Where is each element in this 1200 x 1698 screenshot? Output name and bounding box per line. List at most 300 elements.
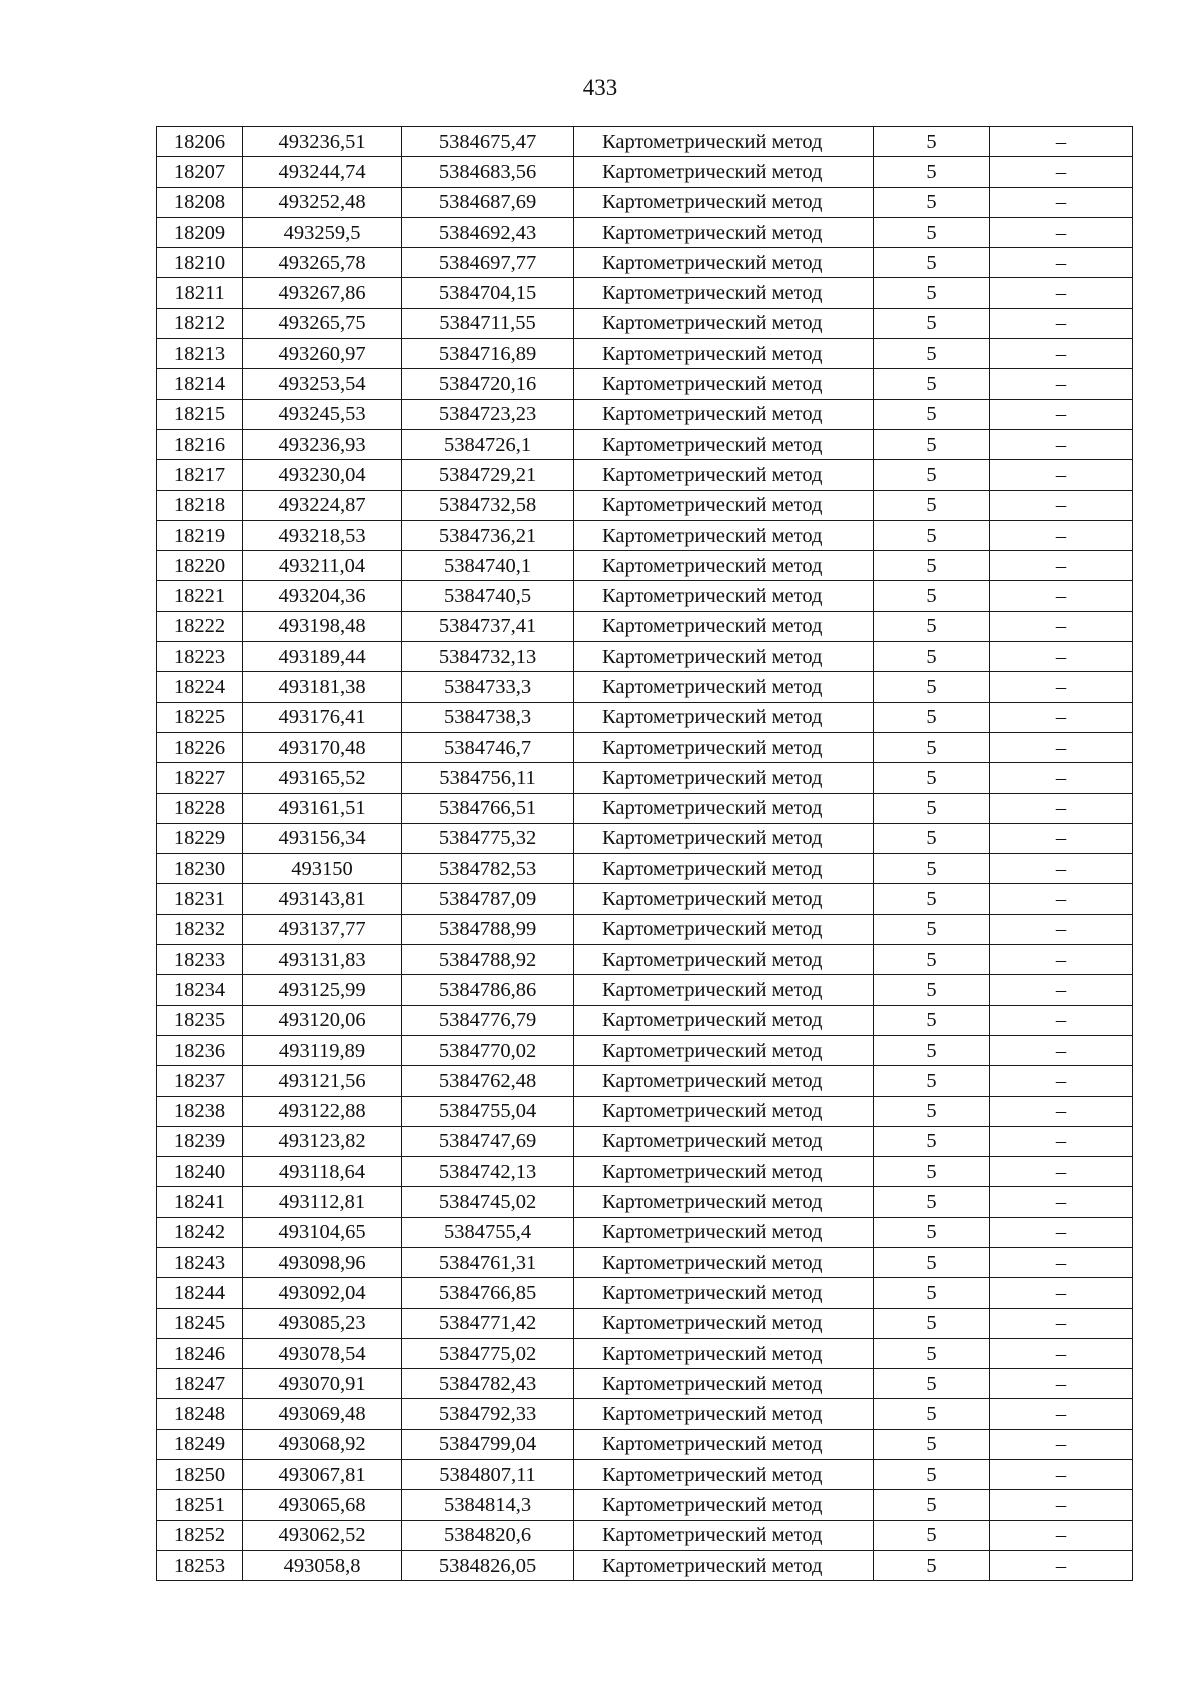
table-row (157, 187, 1133, 217)
accuracy-cell: 5 (874, 308, 990, 338)
x-coordinate-cell: 493218,53 (243, 520, 402, 550)
page-number: 433 (582, 75, 618, 100)
x-coordinate-cell: 493058,8 (243, 1550, 402, 1580)
accuracy-cell: 5 (874, 1399, 990, 1429)
method-cell: Картометрический метод (574, 975, 874, 1005)
method-cell: Картометрический метод (574, 1096, 874, 1126)
method-cell: Картометрический метод (574, 1460, 874, 1490)
accuracy-cell: 5 (874, 339, 990, 369)
y-coordinate-cell: 5384761,31 (402, 1247, 574, 1277)
note-cell: – (990, 127, 1133, 157)
table-row (157, 975, 1133, 1005)
accuracy-cell: 5 (874, 187, 990, 217)
point-number-cell: 18231 (157, 884, 243, 914)
y-coordinate-cell: 5384675,47 (402, 127, 574, 157)
table-row (157, 1550, 1133, 1580)
y-coordinate-cell: 5384766,85 (402, 1278, 574, 1308)
y-coordinate-cell: 5384770,02 (402, 1035, 574, 1065)
method-cell: Картометрический метод (574, 1308, 874, 1338)
point-number-cell: 18229 (157, 823, 243, 853)
point-number-cell: 18234 (157, 975, 243, 1005)
point-number-cell: 18235 (157, 1005, 243, 1035)
note-cell: – (990, 1096, 1133, 1126)
note-cell: – (990, 308, 1133, 338)
table-row (157, 793, 1133, 823)
point-number-cell: 18236 (157, 1035, 243, 1065)
accuracy-cell: 5 (874, 1338, 990, 1368)
method-cell: Картометрический метод (574, 278, 874, 308)
table-row (157, 672, 1133, 702)
x-coordinate-cell: 493112,81 (243, 1187, 402, 1217)
accuracy-cell: 5 (874, 551, 990, 581)
method-cell: Картометрический метод (574, 702, 874, 732)
table-row (157, 1157, 1133, 1187)
accuracy-cell: 5 (874, 975, 990, 1005)
accuracy-cell: 5 (874, 1005, 990, 1035)
x-coordinate-cell: 493119,89 (243, 1035, 402, 1065)
note-cell: – (990, 702, 1133, 732)
table-row (157, 248, 1133, 278)
accuracy-cell: 5 (874, 1369, 990, 1399)
y-coordinate-cell: 5384762,48 (402, 1066, 574, 1096)
method-cell: Картометрический метод (574, 1035, 874, 1065)
y-coordinate-cell: 5384788,92 (402, 945, 574, 975)
method-cell: Картометрический метод (574, 1429, 874, 1459)
method-cell: Картометрический метод (574, 1157, 874, 1187)
method-cell: Картометрический метод (574, 914, 874, 944)
method-cell: Картометрический метод (574, 1490, 874, 1520)
accuracy-cell: 5 (874, 429, 990, 459)
x-coordinate-cell: 493131,83 (243, 945, 402, 975)
method-cell: Картометрический метод (574, 217, 874, 247)
table-row (157, 1338, 1133, 1368)
note-cell: – (990, 763, 1133, 793)
y-coordinate-cell: 5384756,11 (402, 763, 574, 793)
x-coordinate-cell: 493236,93 (243, 429, 402, 459)
method-cell: Картометрический метод (574, 884, 874, 914)
method-cell: Картометрический метод (574, 1187, 874, 1217)
x-coordinate-cell: 493267,86 (243, 278, 402, 308)
x-coordinate-cell: 493181,38 (243, 672, 402, 702)
accuracy-cell: 5 (874, 1157, 990, 1187)
y-coordinate-cell: 5384771,42 (402, 1308, 574, 1338)
table-row (157, 1460, 1133, 1490)
accuracy-cell: 5 (874, 823, 990, 853)
x-coordinate-cell: 493121,56 (243, 1066, 402, 1096)
accuracy-cell: 5 (874, 1066, 990, 1096)
x-coordinate-cell: 493236,51 (243, 127, 402, 157)
note-cell: – (990, 1460, 1133, 1490)
point-number-cell: 18208 (157, 187, 243, 217)
point-number-cell: 18238 (157, 1096, 243, 1126)
x-coordinate-cell: 493252,48 (243, 187, 402, 217)
x-coordinate-cell: 493125,99 (243, 975, 402, 1005)
accuracy-cell: 5 (874, 611, 990, 641)
accuracy-cell: 5 (874, 1187, 990, 1217)
note-cell: – (990, 1187, 1133, 1217)
accuracy-cell: 5 (874, 1429, 990, 1459)
x-coordinate-cell: 493245,53 (243, 399, 402, 429)
note-cell: – (990, 945, 1133, 975)
accuracy-cell: 5 (874, 914, 990, 944)
table-row (157, 460, 1133, 490)
point-number-cell: 18214 (157, 369, 243, 399)
table-row (157, 339, 1133, 369)
x-coordinate-cell: 493189,44 (243, 642, 402, 672)
method-cell: Картометрический метод (574, 642, 874, 672)
x-coordinate-cell: 493265,78 (243, 248, 402, 278)
method-cell: Картометрический метод (574, 732, 874, 762)
accuracy-cell: 5 (874, 702, 990, 732)
note-cell: – (990, 975, 1133, 1005)
y-coordinate-cell: 5384786,86 (402, 975, 574, 1005)
note-cell: – (990, 1157, 1133, 1187)
method-cell: Картометрический метод (574, 551, 874, 581)
note-cell: – (990, 1308, 1133, 1338)
table-row (157, 399, 1133, 429)
point-number-cell: 18243 (157, 1247, 243, 1277)
accuracy-cell: 5 (874, 1217, 990, 1247)
table-row (157, 914, 1133, 944)
x-coordinate-cell: 493137,77 (243, 914, 402, 944)
method-cell: Картометрический метод (574, 1005, 874, 1035)
accuracy-cell: 5 (874, 581, 990, 611)
y-coordinate-cell: 5384716,89 (402, 339, 574, 369)
table-row (157, 884, 1133, 914)
point-number-cell: 18226 (157, 732, 243, 762)
note-cell: – (990, 369, 1133, 399)
point-number-cell: 18207 (157, 157, 243, 187)
note-cell: – (990, 1399, 1133, 1429)
table-row (157, 520, 1133, 550)
note-cell: – (990, 611, 1133, 641)
x-coordinate-cell: 493244,74 (243, 157, 402, 187)
note-cell: – (990, 460, 1133, 490)
accuracy-cell: 5 (874, 1550, 990, 1580)
method-cell: Картометрический метод (574, 1126, 874, 1156)
table-row (157, 1217, 1133, 1247)
note-cell: – (990, 248, 1133, 278)
point-number-cell: 18232 (157, 914, 243, 944)
point-number-cell: 18253 (157, 1550, 243, 1580)
table-row (157, 1096, 1133, 1126)
x-coordinate-cell: 493253,54 (243, 369, 402, 399)
y-coordinate-cell: 5384697,77 (402, 248, 574, 278)
x-coordinate-cell: 493120,06 (243, 1005, 402, 1035)
note-cell: – (990, 520, 1133, 550)
x-coordinate-cell: 493156,34 (243, 823, 402, 853)
x-coordinate-cell: 493161,51 (243, 793, 402, 823)
point-number-cell: 18212 (157, 308, 243, 338)
note-cell: – (990, 1247, 1133, 1277)
y-coordinate-cell: 5384747,69 (402, 1126, 574, 1156)
note-cell: – (990, 278, 1133, 308)
table-row (157, 611, 1133, 641)
point-number-cell: 18246 (157, 1338, 243, 1368)
table-row (157, 581, 1133, 611)
x-coordinate-cell: 493165,52 (243, 763, 402, 793)
accuracy-cell: 5 (874, 793, 990, 823)
note-cell: – (990, 793, 1133, 823)
point-number-cell: 18221 (157, 581, 243, 611)
point-number-cell: 18251 (157, 1490, 243, 1520)
x-coordinate-cell: 493143,81 (243, 884, 402, 914)
y-coordinate-cell: 5384782,53 (402, 854, 574, 884)
point-number-cell: 18239 (157, 1126, 243, 1156)
table-row (157, 1490, 1133, 1520)
x-coordinate-cell: 493098,96 (243, 1247, 402, 1277)
accuracy-cell: 5 (874, 732, 990, 762)
method-cell: Картометрический метод (574, 369, 874, 399)
table-row (157, 551, 1133, 581)
table-row (157, 1035, 1133, 1065)
note-cell: – (990, 217, 1133, 247)
y-coordinate-cell: 5384732,13 (402, 642, 574, 672)
note-cell: – (990, 429, 1133, 459)
x-coordinate-cell: 493176,41 (243, 702, 402, 732)
point-number-cell: 18247 (157, 1369, 243, 1399)
method-cell: Картометрический метод (574, 1217, 874, 1247)
table-row (157, 1308, 1133, 1338)
method-cell: Картометрический метод (574, 127, 874, 157)
point-number-cell: 18249 (157, 1429, 243, 1459)
method-cell: Картометрический метод (574, 823, 874, 853)
y-coordinate-cell: 5384726,1 (402, 429, 574, 459)
y-coordinate-cell: 5384720,16 (402, 369, 574, 399)
table-row (157, 217, 1133, 247)
point-number-cell: 18224 (157, 672, 243, 702)
method-cell: Картометрический метод (574, 339, 874, 369)
method-cell: Картометрический метод (574, 793, 874, 823)
y-coordinate-cell: 5384746,7 (402, 732, 574, 762)
point-number-cell: 18213 (157, 339, 243, 369)
note-cell: – (990, 1338, 1133, 1368)
x-coordinate-cell: 493198,48 (243, 611, 402, 641)
method-cell: Картометрический метод (574, 248, 874, 278)
accuracy-cell: 5 (874, 127, 990, 157)
note-cell: – (990, 672, 1133, 702)
accuracy-cell: 5 (874, 490, 990, 520)
x-coordinate-cell: 493104,65 (243, 1217, 402, 1247)
point-number-cell: 18220 (157, 551, 243, 581)
note-cell: – (990, 1550, 1133, 1580)
table-row (157, 127, 1133, 157)
accuracy-cell: 5 (874, 217, 990, 247)
accuracy-cell: 5 (874, 1035, 990, 1065)
x-coordinate-cell: 493204,36 (243, 581, 402, 611)
x-coordinate-cell: 493065,68 (243, 1490, 402, 1520)
y-coordinate-cell: 5384788,99 (402, 914, 574, 944)
note-cell: – (990, 732, 1133, 762)
y-coordinate-cell: 5384775,02 (402, 1338, 574, 1368)
note-cell: – (990, 1126, 1133, 1156)
table-row (157, 308, 1133, 338)
x-coordinate-cell: 493211,04 (243, 551, 402, 581)
coordinates-table-body (157, 127, 1133, 1581)
method-cell: Картометрический метод (574, 399, 874, 429)
method-cell: Картометрический метод (574, 429, 874, 459)
point-number-cell: 18240 (157, 1157, 243, 1187)
note-cell: – (990, 1217, 1133, 1247)
y-coordinate-cell: 5384792,33 (402, 1399, 574, 1429)
accuracy-cell: 5 (874, 399, 990, 429)
accuracy-cell: 5 (874, 1490, 990, 1520)
x-coordinate-cell: 493085,23 (243, 1308, 402, 1338)
method-cell: Картометрический метод (574, 308, 874, 338)
accuracy-cell: 5 (874, 1278, 990, 1308)
accuracy-cell: 5 (874, 1247, 990, 1277)
y-coordinate-cell: 5384692,43 (402, 217, 574, 247)
point-number-cell: 18237 (157, 1066, 243, 1096)
x-coordinate-cell: 493259,5 (243, 217, 402, 247)
table-row (157, 1278, 1133, 1308)
point-number-cell: 18218 (157, 490, 243, 520)
method-cell: Картометрический метод (574, 581, 874, 611)
accuracy-cell: 5 (874, 520, 990, 550)
note-cell: – (990, 490, 1133, 520)
y-coordinate-cell: 5384732,58 (402, 490, 574, 520)
x-coordinate-cell: 493078,54 (243, 1338, 402, 1368)
accuracy-cell: 5 (874, 642, 990, 672)
x-coordinate-cell: 493068,92 (243, 1429, 402, 1459)
x-coordinate-cell: 493260,97 (243, 339, 402, 369)
method-cell: Картометрический метод (574, 490, 874, 520)
point-number-cell: 18227 (157, 763, 243, 793)
table-row (157, 369, 1133, 399)
y-coordinate-cell: 5384738,3 (402, 702, 574, 732)
y-coordinate-cell: 5384736,21 (402, 520, 574, 550)
accuracy-cell: 5 (874, 460, 990, 490)
point-number-cell: 18245 (157, 1308, 243, 1338)
table-row (157, 1399, 1133, 1429)
method-cell: Картометрический метод (574, 611, 874, 641)
y-coordinate-cell: 5384766,51 (402, 793, 574, 823)
x-coordinate-cell: 493062,52 (243, 1520, 402, 1550)
point-number-cell: 18233 (157, 945, 243, 975)
table-row (157, 490, 1133, 520)
table-row (157, 702, 1133, 732)
method-cell: Картометрический метод (574, 1066, 874, 1096)
y-coordinate-cell: 5384787,09 (402, 884, 574, 914)
method-cell: Картометрический метод (574, 763, 874, 793)
note-cell: – (990, 1035, 1133, 1065)
note-cell: – (990, 823, 1133, 853)
y-coordinate-cell: 5384776,79 (402, 1005, 574, 1035)
accuracy-cell: 5 (874, 1520, 990, 1550)
method-cell: Картометрический метод (574, 945, 874, 975)
table-row (157, 642, 1133, 672)
x-coordinate-cell: 493067,81 (243, 1460, 402, 1490)
point-number-cell: 18211 (157, 278, 243, 308)
y-coordinate-cell: 5384807,11 (402, 1460, 574, 1490)
point-number-cell: 18223 (157, 642, 243, 672)
point-number-cell: 18206 (157, 127, 243, 157)
note-cell: – (990, 157, 1133, 187)
point-number-cell: 18248 (157, 1399, 243, 1429)
note-cell: – (990, 1066, 1133, 1096)
x-coordinate-cell: 493265,75 (243, 308, 402, 338)
note-cell: – (990, 1005, 1133, 1035)
table-row (157, 732, 1133, 762)
point-number-cell: 18219 (157, 520, 243, 550)
table-row (157, 763, 1133, 793)
table-row (157, 823, 1133, 853)
accuracy-cell: 5 (874, 1308, 990, 1338)
accuracy-cell: 5 (874, 763, 990, 793)
y-coordinate-cell: 5384723,23 (402, 399, 574, 429)
point-number-cell: 18244 (157, 1278, 243, 1308)
point-number-cell: 18217 (157, 460, 243, 490)
y-coordinate-cell: 5384745,02 (402, 1187, 574, 1217)
y-coordinate-cell: 5384740,1 (402, 551, 574, 581)
y-coordinate-cell: 5384683,56 (402, 157, 574, 187)
y-coordinate-cell: 5384820,6 (402, 1520, 574, 1550)
table-row (157, 1247, 1133, 1277)
note-cell: – (990, 642, 1133, 672)
note-cell: – (990, 914, 1133, 944)
method-cell: Картометрический метод (574, 1520, 874, 1550)
y-coordinate-cell: 5384799,04 (402, 1429, 574, 1459)
x-coordinate-cell: 493092,04 (243, 1278, 402, 1308)
method-cell: Картометрический метод (574, 187, 874, 217)
coordinates-table (156, 126, 1133, 1581)
y-coordinate-cell: 5384755,04 (402, 1096, 574, 1126)
x-coordinate-cell: 493170,48 (243, 732, 402, 762)
accuracy-cell: 5 (874, 157, 990, 187)
x-coordinate-cell: 493230,04 (243, 460, 402, 490)
point-number-cell: 18222 (157, 611, 243, 641)
note-cell: – (990, 339, 1133, 369)
y-coordinate-cell: 5384687,69 (402, 187, 574, 217)
table-row (157, 1126, 1133, 1156)
table-row (157, 854, 1133, 884)
note-cell: – (990, 551, 1133, 581)
point-number-cell: 18225 (157, 702, 243, 732)
method-cell: Картометрический метод (574, 1338, 874, 1368)
accuracy-cell: 5 (874, 945, 990, 975)
method-cell: Картометрический метод (574, 1247, 874, 1277)
y-coordinate-cell: 5384755,4 (402, 1217, 574, 1247)
method-cell: Картометрический метод (574, 1278, 874, 1308)
y-coordinate-cell: 5384729,21 (402, 460, 574, 490)
table-row (157, 429, 1133, 459)
accuracy-cell: 5 (874, 278, 990, 308)
note-cell: – (990, 854, 1133, 884)
method-cell: Картометрический метод (574, 854, 874, 884)
x-coordinate-cell: 493224,87 (243, 490, 402, 520)
point-number-cell: 18241 (157, 1187, 243, 1217)
method-cell: Картометрический метод (574, 1399, 874, 1429)
accuracy-cell: 5 (874, 248, 990, 278)
x-coordinate-cell: 493122,88 (243, 1096, 402, 1126)
point-number-cell: 18230 (157, 854, 243, 884)
table-row (157, 1520, 1133, 1550)
table-row (157, 1369, 1133, 1399)
note-cell: – (990, 187, 1133, 217)
accuracy-cell: 5 (874, 369, 990, 399)
method-cell: Картометрический метод (574, 672, 874, 702)
note-cell: – (990, 1520, 1133, 1550)
note-cell: – (990, 1369, 1133, 1399)
point-number-cell: 18252 (157, 1520, 243, 1550)
accuracy-cell: 5 (874, 1126, 990, 1156)
note-cell: – (990, 1490, 1133, 1520)
table-row (157, 945, 1133, 975)
point-number-cell: 18250 (157, 1460, 243, 1490)
accuracy-cell: 5 (874, 854, 990, 884)
y-coordinate-cell: 5384733,3 (402, 672, 574, 702)
y-coordinate-cell: 5384711,55 (402, 308, 574, 338)
